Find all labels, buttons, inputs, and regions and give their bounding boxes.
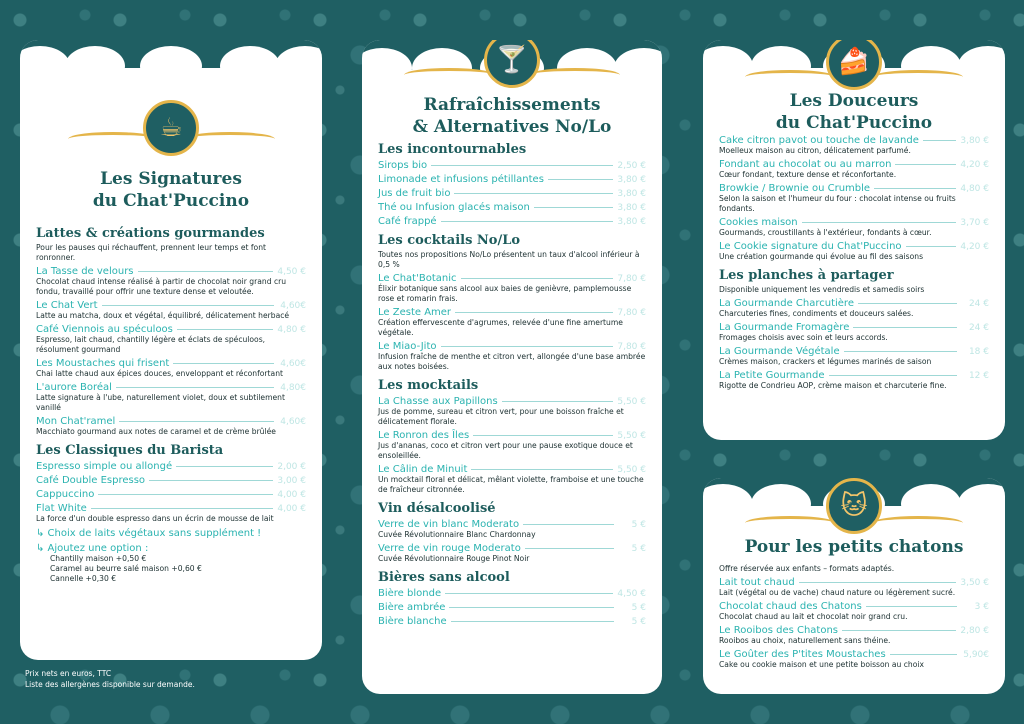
menu-item xyxy=(719,322,989,333)
dotted-leader xyxy=(548,179,613,180)
item-name: La Tasse de velours xyxy=(36,266,134,277)
item-price: 3,80 € xyxy=(617,216,646,227)
item-description: Charcuteries fines, condiments et douceurs salées. xyxy=(719,309,914,318)
menu-item xyxy=(719,649,989,660)
dotted-leader xyxy=(138,271,274,272)
section-intro: Toutes nos propositions No/Lo présentent un taux d'alcool inférieur à 0,5 % xyxy=(378,250,640,269)
item-description: Rooibos au choix, naturellement sans théine. xyxy=(719,636,891,645)
menu-item xyxy=(719,183,989,194)
panel-title: Pour les petits chatons xyxy=(744,537,964,557)
item-name: Cookies maison xyxy=(719,217,798,228)
menu-item xyxy=(36,461,306,472)
item-name: La Petite Gourmande xyxy=(719,370,825,381)
dotted-leader xyxy=(91,508,274,509)
dotted-leader xyxy=(890,654,957,655)
item-description: Lait (végétal ou de vache) chaud nature ou légèrement sucré. xyxy=(719,588,956,597)
menu-item xyxy=(36,266,306,277)
item-price: 5,50 € xyxy=(617,396,646,407)
menu-item xyxy=(378,202,646,213)
item-price: 24 € xyxy=(968,298,989,309)
item-description: Chai latte chaud aux épices douces, enveloppant et réconfortant xyxy=(36,369,283,378)
panel-douceurs xyxy=(703,40,1005,440)
section-heading: Bières sans alcool xyxy=(378,570,510,585)
coffee-cup-icon: ☕ xyxy=(143,100,199,156)
dotted-leader xyxy=(842,630,956,631)
panel-content xyxy=(719,564,989,670)
menu-item xyxy=(378,160,646,171)
item-price: 4,00 € xyxy=(277,489,306,500)
item-description: Cœur fondant, texture dense et réconfortante. xyxy=(719,170,897,179)
item-name: Café frappé xyxy=(378,216,437,227)
menu-item xyxy=(378,307,646,318)
item-name: Le Goûter des P'tites Moustaches xyxy=(719,649,886,660)
dotted-leader xyxy=(98,494,273,495)
dotted-leader xyxy=(119,421,274,422)
menu-item xyxy=(719,135,989,146)
item-name: Espresso simple ou allongé xyxy=(36,461,173,472)
menu-item xyxy=(378,273,646,284)
menu-item xyxy=(378,543,646,554)
menu-item xyxy=(36,475,306,486)
menu-item xyxy=(378,430,646,441)
item-description: Une création gourmande qui évolue au fil des saisons xyxy=(719,252,924,261)
panel-title: Rafraîchissements & Alternatives No/Lo xyxy=(412,95,612,137)
panel-signatures xyxy=(20,40,322,660)
panel-content xyxy=(378,136,646,627)
dotted-leader xyxy=(829,375,957,376)
item-name: Lait tout chaud xyxy=(719,577,795,588)
item-price: 4,20 € xyxy=(960,241,989,252)
item-price: 5 € xyxy=(631,602,646,613)
item-description: Création effervescente d'agrumes, relevée d'une fine amertume végétale. xyxy=(378,318,623,337)
item-name: Café Double Espresso xyxy=(36,475,146,486)
item-price: 3,80 € xyxy=(617,202,646,213)
addon-line: Caramel au beurre salé maison +0,60 € xyxy=(50,564,202,573)
item-name: Cake citron pavot ou touche de lavande xyxy=(719,135,919,146)
item-name: Le Chat Vert xyxy=(36,300,98,311)
item-description: Élixir botanique sans alcool aux baies de genièvre, pamplemousse rose et romarin frais. xyxy=(378,284,632,303)
panel-rafraichissements xyxy=(362,40,662,694)
section-heading: Les incontournables xyxy=(378,142,527,157)
menu-item xyxy=(719,241,989,252)
item-price: 4,50 € xyxy=(617,588,646,599)
gold-swirl-right xyxy=(185,132,275,146)
menu-item xyxy=(36,489,306,500)
menu-item xyxy=(36,503,306,514)
addon-line: Chantilly maison +0,50 € xyxy=(50,554,147,563)
menu-item xyxy=(719,217,989,228)
panel-petits-chatons xyxy=(703,478,1005,694)
dotted-leader xyxy=(441,346,614,347)
dotted-leader xyxy=(525,548,614,549)
item-price: 7,80 € xyxy=(617,273,646,284)
item-price: 4,80 € xyxy=(277,324,306,335)
item-price: 5,50 € xyxy=(617,430,646,441)
item-price: 7,80 € xyxy=(617,307,646,318)
dotted-leader xyxy=(534,207,614,208)
menu-item xyxy=(36,382,306,393)
menu-item xyxy=(719,346,989,357)
section-heading: Lattes & créations gourmandes xyxy=(36,226,265,241)
cat-face-icon: 🐱 xyxy=(826,478,882,534)
section-heading: Les planches à partager xyxy=(719,268,894,283)
menu-item xyxy=(378,216,646,227)
dotted-leader xyxy=(923,140,957,141)
item-description: La force d'un double espresso dans un écrin de mousse de lait xyxy=(36,514,274,523)
item-name: Le Rooibos des Chatons xyxy=(719,625,839,636)
gold-swirl-left xyxy=(404,68,494,82)
item-price: 4,50 € xyxy=(277,266,306,277)
item-description: Jus de pomme, sureau et citron vert, pour une boisson fraîche et délicatement florale. xyxy=(378,407,624,426)
dotted-leader xyxy=(454,193,613,194)
item-name: Chocolat chaud des Chatons xyxy=(719,601,862,612)
item-description: Moelleux maison au citron, délicatement parfumé. xyxy=(719,146,911,155)
dotted-leader xyxy=(866,606,957,607)
panel-title: Les Douceurs du Chat'Puccino xyxy=(775,91,933,133)
item-description: Cuvée Révolutionnaire Rouge Pinot Noir xyxy=(378,554,530,563)
dotted-leader xyxy=(895,164,956,165)
item-price: 2,80 € xyxy=(960,625,989,636)
item-name: La Gourmande Végétale xyxy=(719,346,840,357)
item-name: La Chasse aux Papillons xyxy=(378,396,498,407)
item-price: 3,50 € xyxy=(960,577,989,588)
item-description: Cake ou cookie maison et une petite boisson au choix xyxy=(719,660,924,669)
item-price: 3 € xyxy=(974,601,989,612)
option-plant-milk: ↳ Choix de laits végétaux sans supplément ! xyxy=(36,528,262,539)
gold-swirl-left xyxy=(745,70,835,84)
menu-item xyxy=(719,298,989,309)
item-description: Un mocktail floral et délicat, mêlant violette, framboise et une touche de fraîcheur citronnée. xyxy=(378,475,644,494)
item-description: Rigotte de Condrieu AOP, crème maison et charcuterie fine. xyxy=(719,381,947,390)
item-name: Le Chat'Botanic xyxy=(378,273,457,284)
cake-slice-icon: 🍰 xyxy=(826,40,882,90)
dotted-leader xyxy=(177,329,273,330)
dotted-leader xyxy=(906,246,957,247)
gold-swirl-left xyxy=(745,516,835,530)
item-name: La Gourmande Charcutière xyxy=(719,298,854,309)
dotted-leader xyxy=(176,466,273,467)
dotted-leader xyxy=(461,278,614,279)
gold-swirl-right xyxy=(530,68,620,82)
item-name: L'aurore Boréal xyxy=(36,382,112,393)
dotted-leader xyxy=(874,188,956,189)
section-intro: Offre réservée aux enfants – formats adaptés. xyxy=(719,564,895,573)
section-heading: Les mocktails xyxy=(378,378,479,393)
item-price: 5 € xyxy=(631,543,646,554)
item-price: 4,80€ xyxy=(280,382,306,393)
item-description: Crèmes maison, crackers et légumes marinés de saison xyxy=(719,357,932,366)
dotted-leader xyxy=(449,607,614,608)
menu-item xyxy=(378,396,646,407)
item-description: Chocolat chaud intense réalisé à partir de chocolat noir grand cru fondu, travaillé pour offrir une texture dense et veloutée. xyxy=(36,277,287,296)
menu-item xyxy=(378,616,646,627)
item-price: 4,60€ xyxy=(280,358,306,369)
item-name: Limonade et infusions pétillantes xyxy=(378,174,544,185)
item-price: 4,80 € xyxy=(960,183,989,194)
item-price: 3,80 € xyxy=(617,188,646,199)
menu-item xyxy=(378,174,646,185)
item-name: Flat White xyxy=(36,503,87,514)
menu-item xyxy=(378,188,646,199)
panel-content xyxy=(719,132,989,391)
gold-swirl-right xyxy=(873,516,963,530)
dotted-leader xyxy=(523,524,614,525)
dotted-leader xyxy=(853,327,957,328)
item-price: 2,00 € xyxy=(277,461,306,472)
item-price: 24 € xyxy=(968,322,989,333)
menu-item xyxy=(378,588,646,599)
dotted-leader xyxy=(173,363,274,364)
item-price: 18 € xyxy=(968,346,989,357)
item-name: Café Viennois au spéculoos xyxy=(36,324,173,335)
menu-item xyxy=(36,416,306,427)
dotted-leader xyxy=(116,387,274,388)
dotted-leader xyxy=(502,401,614,402)
item-name: Thé ou Infusion glacés maison xyxy=(378,202,530,213)
section-heading: Les cocktails No/Lo xyxy=(378,233,521,248)
menu-item xyxy=(378,464,646,475)
menu-item xyxy=(36,358,306,369)
item-name: Cappuccino xyxy=(36,489,95,500)
menu-item xyxy=(36,324,306,335)
item-description: Infusion fraîche de menthe et citron vert, allongée d'une base ambrée aux notes boisées. xyxy=(378,352,646,371)
item-name: Bière blanche xyxy=(378,616,447,627)
item-description: Chocolat chaud au lait et chocolat noir grand cru. xyxy=(719,612,908,621)
item-price: 3,00 € xyxy=(277,475,306,486)
cocktail-glass-icon: 🍸 xyxy=(484,40,540,88)
dotted-leader xyxy=(451,621,614,622)
section-intro: Disponible uniquement les vendredis et samedis soirs xyxy=(719,285,925,294)
item-price: 5 € xyxy=(631,616,646,627)
item-price: 4,20 € xyxy=(960,159,989,170)
panel-title: Les Signatures du Chat'Puccino xyxy=(92,169,250,211)
footer-note: Prix nets en euros, TTC Liste des allergènes disponible sur demande. xyxy=(25,669,195,689)
item-price: 4,60€ xyxy=(280,416,306,427)
item-name: Jus de fruit bio xyxy=(378,188,451,199)
menu-item xyxy=(719,159,989,170)
menu-item xyxy=(378,602,646,613)
item-name: Le Câlin de Minuit xyxy=(378,464,468,475)
item-price: 2,50 € xyxy=(617,160,646,171)
section-intro: Pour les pauses qui réchauffent, prennent leur temps et font ronronner. xyxy=(36,243,266,262)
item-name: Browkie / Brownie ou Crumble xyxy=(719,183,871,194)
dotted-leader xyxy=(455,312,613,313)
item-price: 12 € xyxy=(968,370,989,381)
section-heading: Vin désalcoolisé xyxy=(378,501,496,516)
item-price: 7,80 € xyxy=(617,341,646,352)
item-name: Verre de vin blanc Moderato xyxy=(378,519,520,530)
dotted-leader xyxy=(431,165,613,166)
item-description: Espresso, lait chaud, chantilly légère et éclats de spéculoos, résolument gourmand xyxy=(36,335,266,354)
menu-item xyxy=(378,341,646,352)
item-price: 5,50 € xyxy=(617,464,646,475)
dotted-leader xyxy=(473,435,613,436)
item-name: La Gourmande Fromagère xyxy=(719,322,850,333)
dotted-leader xyxy=(102,305,274,306)
panel-content xyxy=(36,220,306,584)
menu-item xyxy=(36,300,306,311)
menu-item xyxy=(719,601,989,612)
item-name: Le Ronron des Îles xyxy=(378,430,470,441)
dotted-leader xyxy=(445,593,613,594)
gold-swirl-right xyxy=(873,70,963,84)
item-price: 4,60€ xyxy=(280,300,306,311)
item-description: Selon la saison et l'humeur du four : chocolat intense ou fruits fondants. xyxy=(719,194,956,213)
dotted-leader xyxy=(149,480,273,481)
dotted-leader xyxy=(471,469,613,470)
dotted-leader xyxy=(799,582,957,583)
menu-item xyxy=(378,519,646,530)
dotted-leader xyxy=(802,222,957,223)
item-name: Le Cookie signature du Chat'Puccino xyxy=(719,241,902,252)
item-price: 5,90€ xyxy=(963,649,989,660)
item-description: Cuvée Révolutionnaire Blanc Chardonnay xyxy=(378,530,536,539)
item-description: Fromages choisis avec soin et leurs accords. xyxy=(719,333,888,342)
item-price: 4,00 € xyxy=(277,503,306,514)
item-description: Latte au matcha, doux et végétal, équilibré, délicatement herbacé xyxy=(36,311,290,320)
item-price: 3,70 € xyxy=(960,217,989,228)
item-description: Macchiato gourmand aux notes de caramel et de crème brûlée xyxy=(36,427,276,436)
item-name: Le Zeste Amer xyxy=(378,307,452,318)
dotted-leader xyxy=(441,221,614,222)
section-heading: Les Classiques du Barista xyxy=(36,443,224,458)
dotted-leader xyxy=(844,351,957,352)
menu-item xyxy=(719,625,989,636)
dotted-leader xyxy=(858,303,957,304)
menu-item xyxy=(719,577,989,588)
item-description: Gourmands, croustillants à l'extérieur, fondants à cœur. xyxy=(719,228,932,237)
menu-item xyxy=(719,370,989,381)
item-name: Mon Chat'ramel xyxy=(36,416,116,427)
item-description: Latte signature à l'ube, naturellement violet, doux et subtilement vanillé xyxy=(36,393,285,412)
item-name: Bière ambrée xyxy=(378,602,446,613)
item-name: Fondant au chocolat ou au marron xyxy=(719,159,892,170)
item-name: Bière blonde xyxy=(378,588,442,599)
item-price: 5 € xyxy=(631,519,646,530)
item-name: Sirops bio xyxy=(378,160,428,171)
option-addons-title: ↳ Ajoutez une option : xyxy=(36,543,149,554)
item-name: Le Miao-Jito xyxy=(378,341,437,352)
item-price: 3,80 € xyxy=(960,135,989,146)
item-price: 3,80 € xyxy=(617,174,646,185)
addon-line: Cannelle +0,30 € xyxy=(50,574,117,583)
item-name: Verre de vin rouge Moderato xyxy=(378,543,521,554)
item-description: Jus d'ananas, coco et citron vert pour une pause exotique douce et ensoleillée. xyxy=(378,441,633,460)
item-name: Les Moustaches qui frisent xyxy=(36,358,170,369)
